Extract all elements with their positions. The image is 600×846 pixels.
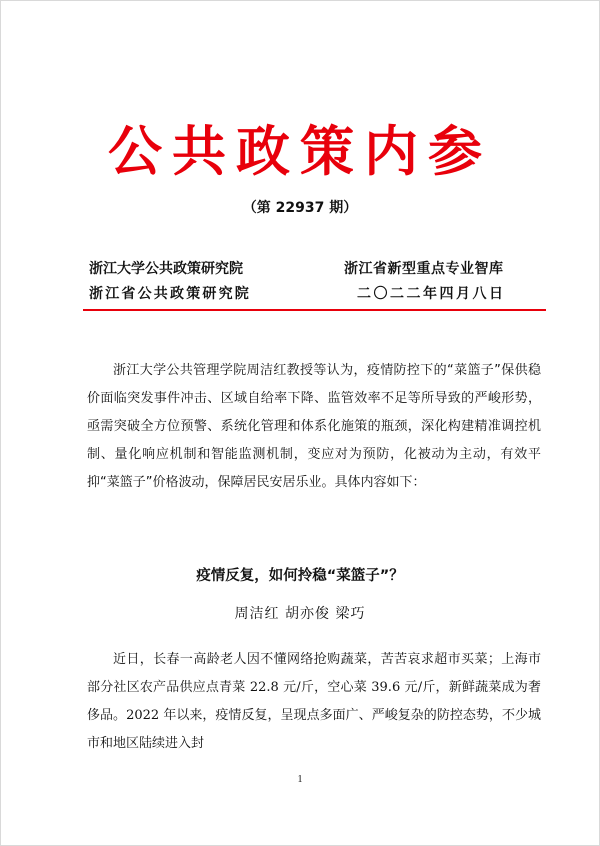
masthead-title: 公共政策内参	[108, 119, 492, 183]
intro-paragraph: 浙江大学公共管理学院周洁红教授等认为，疫情防控下的“菜篮子”保供稳价面临突发事件冲击、区域自给率下降、监管效率不足等所导致的严峻形势，亟需突破全方位预警、系统化管理和体系化施策的瓶颈，深化构建精准调控机制、量化响应机制和智能监测机制，变应对为预防，化被动为主动，有效平抑“菜篮子”价格波动，保障居民安居乐业。具体内容如下：	[87, 363, 541, 490]
publisher-left-line2: 浙江省公共政策研究院	[89, 286, 251, 302]
publication-date: 二〇二二年四月八日	[357, 286, 506, 302]
page-number: 1	[297, 774, 303, 785]
publisher-right-line1: 浙江省新型重点专业智库	[344, 261, 504, 277]
publisher-left-line1: 浙江大学公共政策研究院	[89, 261, 243, 277]
article-paragraph: 近日，长春一高龄老人因不懂网络抢购蔬菜，苦苦哀求超市买菜；上海市部分社区农产品供应点青菜 22.8 元/斤，空心菜 39.6 元/斤，新鲜蔬菜成为奢侈品。2022 年以来，疫情反复，呈现点多面广、严峻复杂的防控态势，不少城市和地区陆续进入封	[87, 652, 541, 751]
article-title: 疫情反复，如何拎稳“菜篮子”？	[196, 568, 404, 584]
header-divider	[83, 309, 546, 311]
article-authors: 周洁红 胡亦俊 梁巧	[234, 606, 366, 622]
issue-number: （第 22937 期）	[242, 200, 358, 216]
